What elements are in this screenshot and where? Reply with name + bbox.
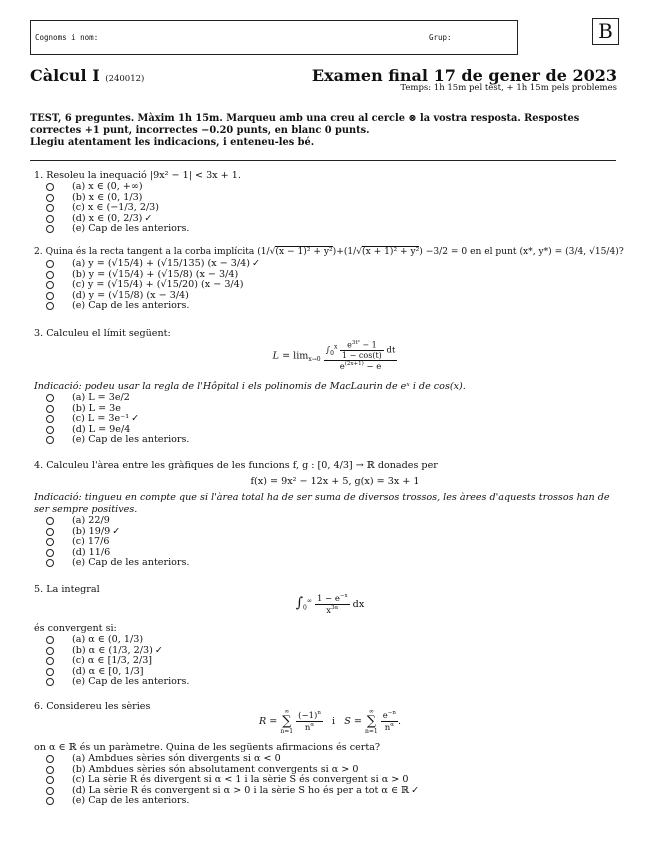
answer-circle[interactable]	[46, 559, 54, 567]
question-5-body	[34, 622, 624, 688]
check-mark: ✓	[154, 644, 163, 656]
answer-circle[interactable]	[46, 787, 54, 795]
option-a[interactable]: (a) α ∈ (0, 1/3)	[34, 635, 624, 646]
answer-circle[interactable]	[46, 776, 54, 784]
course-code: (240012)	[105, 74, 145, 84]
answer-circle[interactable]	[46, 215, 54, 223]
option-c[interactable]: (c) L = 3e⁻¹ ✓	[34, 414, 624, 425]
option-d[interactable]: (d) 11/6	[34, 548, 624, 559]
question-text: 3. Calculeu el límit següent:	[34, 328, 171, 339]
exam-title: Examen final 17 de gener de 2023	[311, 66, 617, 85]
question-text: 2. Quina és la recta tangent a la corba implícita (1/√(x − 1)² + y²)+(1/√(x + 1)² + y²) −3/2 = 0 en el punt (x*, y*) = (3/4, √15/4)?	[34, 247, 624, 257]
answer-circle[interactable]	[46, 194, 54, 202]
answer-circle[interactable]	[46, 657, 54, 665]
divider	[30, 160, 616, 161]
implicit-curve-formula: (1/√(x − 1)² + y²)+(1/√(x + 1)² + y²) −3/2	[257, 247, 448, 257]
question-after: és convergent si:	[34, 623, 117, 634]
check-mark: ✓	[112, 525, 121, 537]
option-b[interactable]: (b) x ∈ (0, 1/3)	[34, 193, 624, 204]
answer-circle[interactable]	[46, 292, 54, 300]
question-2	[34, 246, 624, 312]
hint: Indicació: tingueu en compte que si l'àrea total ha de ser suma de diversos trossos, les àrees d'aquests trossos han de ser sempre positives.	[34, 492, 610, 515]
integral-formula: $\int_0^\infty$ $\frac{1 - e^{-x}}{x^{3\alpha}}$ dx	[295, 593, 365, 616]
question-3	[34, 327, 624, 340]
answer-circle[interactable]	[46, 426, 54, 434]
option-e[interactable]: (e) Cap de les anteriors.	[34, 435, 624, 446]
option-c[interactable]: (c) x ∈ (−1/3, 2/3)	[34, 203, 624, 214]
answer-circle[interactable]	[46, 415, 54, 423]
answer-circle[interactable]	[46, 678, 54, 686]
answer-circle[interactable]	[46, 538, 54, 546]
option-d[interactable]: (d) L = 9e/4	[34, 425, 624, 436]
check-mark: ✓	[131, 413, 140, 425]
answer-circle[interactable]	[46, 636, 54, 644]
time-info: Temps: 1h 15m pel test, + 1h 15m pels problemes	[400, 83, 617, 93]
option-b[interactable]: (b) α ∈ (1/3, 2/3) ✓	[34, 646, 624, 657]
option-a[interactable]: (a) y = (√15/4) + (√15/135) (x − 3/4) ✓	[34, 259, 624, 270]
answer-circle[interactable]	[46, 766, 54, 774]
series-formula: R = ∞ ∑ n=1 $\frac{(-1)^n}{n^\alpha}$ i S = ∞ ∑ n=1 $\frac{e^{-n}}{n^\alpha}$ .	[259, 708, 401, 735]
answer-circle[interactable]	[46, 797, 54, 805]
answer-circle[interactable]	[46, 668, 54, 676]
option-c[interactable]: (c) 17/6	[34, 537, 624, 548]
instructions	[30, 113, 622, 149]
option-a[interactable]: (a) x ∈ (0, +∞)	[34, 182, 624, 193]
variant-box: B	[592, 18, 619, 45]
option-e[interactable]: (e) Cap de les anteriors.	[34, 677, 624, 688]
option-d[interactable]: (d) α ∈ [0, 1/3]	[34, 667, 624, 678]
question-after: on α ∈ ℝ és un paràmetre. Quina de les següents afirmacions és certa?	[34, 742, 381, 753]
question-3-body	[34, 381, 624, 446]
option-c[interactable]: (c) La sèrie R és divergent si α < 1 i la sèrie S és convergent si α > 0	[34, 775, 624, 786]
answer-circle[interactable]	[46, 436, 54, 444]
name-box[interactable]	[30, 20, 518, 55]
option-b[interactable]: (b) L = 3e	[34, 404, 624, 415]
answer-circle[interactable]	[46, 549, 54, 557]
option-a[interactable]: (a) L = 3e/2	[34, 393, 624, 404]
group-label: Grup:	[429, 33, 452, 42]
option-d[interactable]: (d) y = (√15/8) (x − 3/4)	[34, 291, 624, 302]
question-text: 5. La integral	[34, 584, 100, 595]
answer-circle[interactable]	[46, 204, 54, 212]
option-b[interactable]: (b) Ambdues sèries són absolutament convergents si α > 0	[34, 765, 624, 776]
option-d[interactable]: (d) La sèrie R és convergent si α > 0 i la sèrie S ho és per a tot α ∈ ℝ ✓	[34, 786, 624, 797]
name-label: Cognoms i nom:	[35, 33, 99, 42]
option-e[interactable]: (e) Cap de les anteriors.	[34, 558, 624, 569]
answer-circle[interactable]	[46, 647, 54, 655]
answer-circle[interactable]	[46, 271, 54, 279]
question-text: 6. Considereu les sèries	[34, 701, 151, 712]
option-c[interactable]: (c) y = (√15/4) + (√15/20) (x − 3/4)	[34, 280, 624, 291]
option-d[interactable]: (d) x ∈ (0, 2/3) ✓	[34, 214, 624, 225]
functions-formula: f(x) = 9x² − 12x + 5, g(x) = 3x + 1	[250, 476, 420, 487]
question-6-body	[34, 741, 624, 807]
instructions-line2: Llegiu atentament les indicacions, i enteneu-les bé.	[30, 137, 315, 148]
option-b[interactable]: (b) y = (√15/4) + (√15/8) (x − 3/4)	[34, 270, 624, 281]
option-c[interactable]: (c) α ∈ [1/3, 2/3]	[34, 656, 624, 667]
check-mark: ✓	[411, 784, 420, 796]
answer-circle[interactable]	[46, 183, 54, 191]
answer-circle[interactable]	[46, 225, 54, 233]
option-a[interactable]: (a) 22/9	[34, 516, 624, 527]
course-title: Càlcul I (240012)	[30, 66, 145, 85]
question-text: 1. Resoleu la inequació |9x² − 1| < 3x + 1.	[34, 170, 241, 181]
limit-formula: $L = \lim_{x\to 0}$ $\int_0^x$ $\frac{e^{3t^2} - 1}{1 - \cos(t)}$ dt $e^{(2x+1)} - e$	[272, 340, 396, 372]
option-a[interactable]: (a) Ambdues sèries són divergents si α < 0	[34, 754, 624, 765]
answer-circle[interactable]	[46, 517, 54, 525]
answer-circle[interactable]	[46, 755, 54, 763]
answer-circle[interactable]	[46, 260, 54, 268]
option-b[interactable]: (b) 19/9 ✓	[34, 527, 624, 538]
option-e[interactable]: (e) Cap de les anteriors.	[34, 301, 624, 312]
answer-circle[interactable]	[46, 528, 54, 536]
hint: Indicació: podeu usar la regla de l'Hôpital i els polinomis de MacLaurin de eˣ i de cos(x).	[34, 381, 466, 392]
option-e[interactable]: (e) Cap de les anteriors.	[34, 224, 624, 235]
question-text: 4. Calculeu l'àrea entre les gràfiques de les funcions f, g : [0, 4/3] → ℝ donades per	[34, 460, 438, 471]
instructions-line1: TEST, 6 preguntes. Màxim 1h 15m. Marqueu amb una creu al cercle ⊗ la vostra resposta. Respostes correctes +1 punt, incorrectes −0.20 punts, en blanc 0 punts.	[30, 113, 580, 136]
question-4	[34, 459, 624, 472]
question-1	[34, 169, 624, 235]
check-mark: ✓	[144, 212, 153, 224]
answer-circle[interactable]	[46, 281, 54, 289]
check-mark: ✓	[251, 258, 261, 269]
answer-circle[interactable]	[46, 394, 54, 402]
answer-circle[interactable]	[46, 405, 54, 413]
answer-circle[interactable]	[46, 302, 54, 310]
option-e[interactable]: (e) Cap de les anteriors.	[34, 796, 624, 807]
question-4-body	[34, 492, 624, 569]
